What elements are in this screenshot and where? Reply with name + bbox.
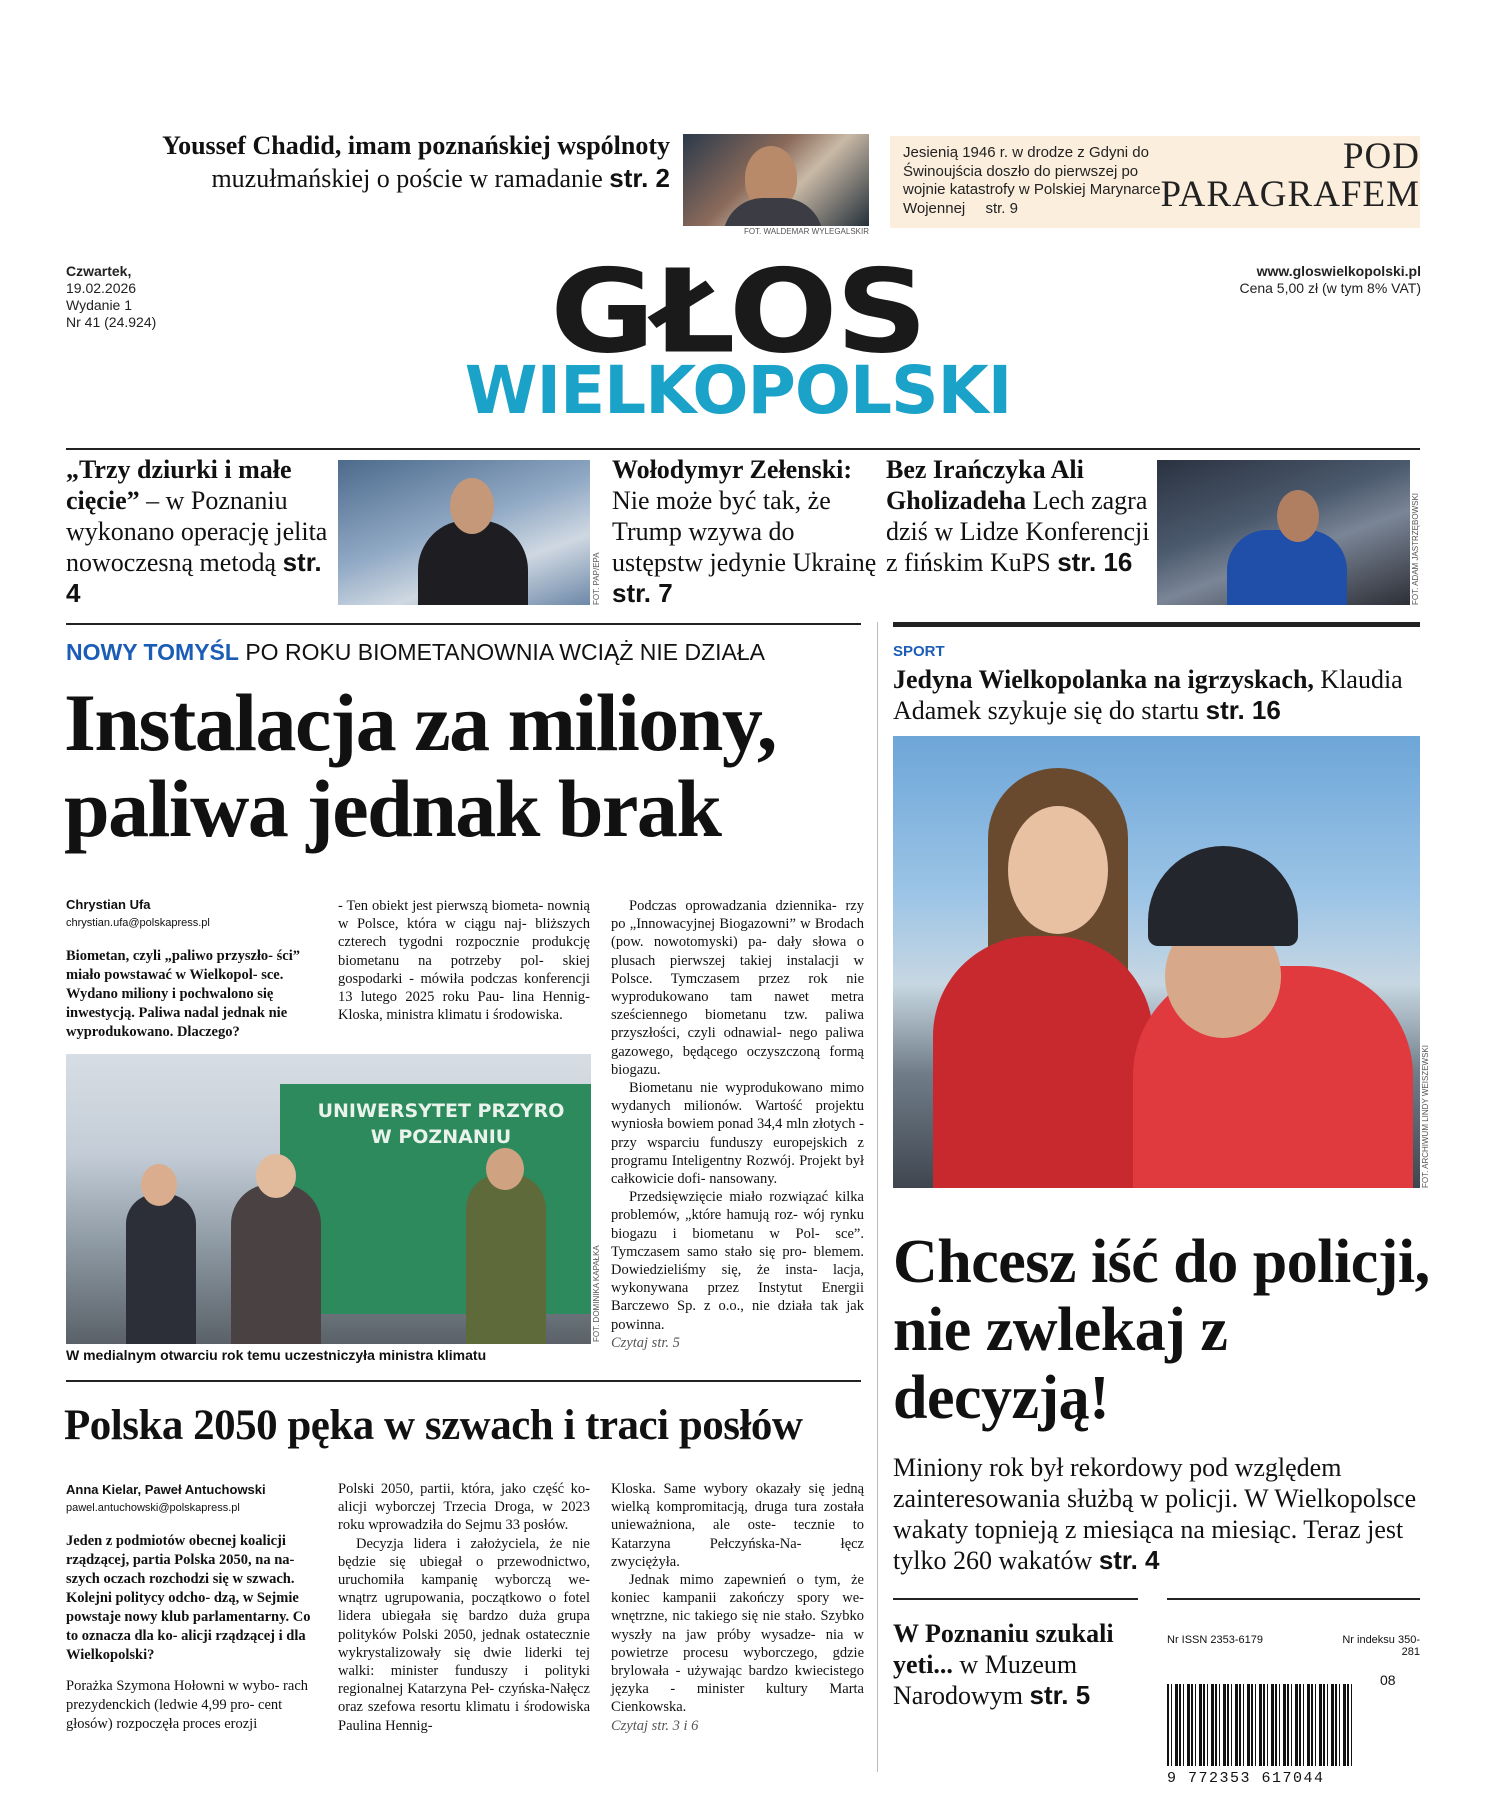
second-column-3: Kloska. Same wybory okazały się jedną wielką kompromitacją, druga tura została unieważniona, ale oste- tecznie to Katarzyna Pełczyńska-Na- łęcz zwyciężyła. Jednak mimo zapewnień o tym, że koniec kampanii zakończy spory we- wnętrzne, nic takiego się nie stało. Szybko wyszły na jaw próby wysadze- nia w powietrze procesu wyborczego, gdzie brylowała - używając bardzo kwiecistego języka - minister kultury Marta Cienkowska. Czytaj str. 3 i 6 — [611, 1481, 864, 1734]
main-author-email: chrystian.ufa@polskapress.pl — [66, 917, 210, 929]
edition-number: Wydanie 1 — [66, 297, 133, 313]
index-number: Nr indeksu 350-281 — [1342, 1634, 1420, 1658]
edition-day: Czwartek, — [66, 263, 132, 279]
imam-photo — [683, 134, 869, 226]
police-headline[interactable]: Chcesz iść do policji, nie zwlekaj z decyzją! — [893, 1228, 1430, 1432]
pod-paragrafem-page: str. 9 — [985, 199, 1018, 217]
second-authors: Anna Kielar, Paweł Antuchowski — [66, 1482, 266, 1497]
issn: Nr ISSN 2353-6179 — [1167, 1634, 1263, 1646]
website-link[interactable]: www.gloswielkopolski.pl — [1256, 263, 1421, 279]
issue-number: Nr 41 (24.924) — [66, 314, 157, 330]
top-teaser-headline: Youssef Chadid, imam poznańskiej wspólnoty — [162, 131, 670, 160]
issue-code: 08 — [1380, 1672, 1396, 1688]
edition-info — [66, 263, 156, 331]
second-byline — [66, 1480, 266, 1518]
yeti-teaser[interactable]: W Poznaniu szukali yeti... w Muzeum Narodowym str. 5 — [893, 1619, 1114, 1710]
kicker-text: PO ROKU BIOMETANOWNIA WCIĄŻ NIE DZIAŁA — [238, 639, 766, 665]
main-column-3: Podczas oprowadzania dziennika- rzy po „Innowacyjnej Biogazowni” w Brodach (pow. nowotomyski) pa- dały słowa o plusach pierwszej takiej instalacji w Polsce. Tymczasem przez rok nie wyprodukowano tam nawet metra sześciennego biometanu tzw. paliwa przyszłości, czyli odnawial- nego paliwa gazowego, będącego oczyszczoną formą biogazu. Biometanu nie wyprodukowano mimo wydanych milionów. Wartość projektu wyniosła bowiem ponad 34,4 mln złotych - przy wsparciu funduszy europejskich z programu Inteligentny Rozwój. Projekt był całkowicie dofi- nansowany. Przedsięwzięcie miało rozwiązać kilka problemów, „które hamują roz- wój rynku biogazu i biometanu w Pol- sce”. Tymczasem samo stało się pro- blemem. Dowiedzieliśmy się, że insta- lacja, wykonywana przez Instytut Energii Barczewo Sp. z o.o., nie działa tak jak powinna. Czytaj str. 5 — [611, 898, 864, 1351]
column-divider — [877, 622, 878, 1772]
university-photo-caption: W medialnym otwarciu rok temu uczestniczyła ministra klimatu — [66, 1347, 487, 1363]
adamek-photo — [893, 736, 1420, 1188]
university-photo-credit: FOT. DOMINIKA KAPAŁKA — [592, 1245, 601, 1342]
main-kicker — [66, 638, 765, 666]
logo-glos: GŁOS — [550, 245, 926, 380]
top-teaser[interactable] — [60, 130, 670, 195]
lech-player-photo — [1157, 460, 1410, 605]
imam-photo-credit: FOT. WALDEMAR WYLEGALSKIR — [743, 227, 869, 236]
top-teaser-text: muzułmańskiej o poście w ramadanie — [211, 164, 603, 193]
divider — [1167, 1598, 1420, 1600]
teaser-lech[interactable]: Bez Irańczyka Ali Gholizadeha Lech zagra dziś w Lidze Konferencji z fińskim KuPS str. 16 — [886, 455, 1150, 577]
divider — [893, 1598, 1138, 1600]
university-photo: UNIWERSYTET PRZYRO W POZNANIU — [66, 1054, 591, 1344]
teaser-zelensky[interactable]: Wołodymyr Zełenski: Nie może być tak, że Trump wzywa do ustępstw jedynie Ukrainę str. 7 — [612, 455, 877, 608]
edition-date: 19.02.2026 — [66, 280, 137, 296]
pod-paragrafem-text: Jesienią 1946 r. w drodze z Gdyni do Świnoujścia doszło do pierwszej po wojnie katastrofy w Polskiej Marynarce Wojennej str. 9 — [903, 144, 1161, 217]
second-column-1-text: Porażka Szymona Hołowni w wybo- rach prezydenckich (ledwie 4,99 pro- cent głosów) rozpoczęła proces erozji — [66, 1678, 309, 1732]
second-lead: Jeden z podmiotów obecnej koalicji rządzącej, partia Polska 2050, na na- szych oczach rozchodzi się w szwach. Kolejni politycy odcho- dzą, w Sejmie powstaje nowy klub parlamentarny. Co to oznacza dla ko- alicji rządzącej i dla Wielkopolski? Porażka Szymona Hołowni w wybo- rach prezydenckich (ledwie 4,99 pro- cent głosów) rozpoczęła proces erozji — [66, 1532, 321, 1734]
second-headline[interactable]: Polska 2050 pęka w szwach i traci posłów — [64, 1402, 803, 1449]
sport-teaser[interactable]: Jedyna Wielkopolanka na igrzyskach, Klaudia Adamek szykuje się do startu str. 16 — [893, 665, 1403, 725]
site-info — [1239, 263, 1421, 297]
main-author: Chrystian Ufa — [66, 897, 151, 912]
divider — [66, 1380, 861, 1382]
zelensky-photo — [338, 460, 590, 605]
teaser-surgery[interactable]: „Trzy dziurki i małe cięcie” – w Poznaniu wykonano operację jelita nowoczesną metodą str. 4 — [66, 455, 328, 608]
main-lead: Biometan, czyli „paliwo przyszło- ści” miało powstawać w Wielkopol- sce. Wydano miliony i pochwalono się inwestycją. Paliwa nadal jednak nie wyprodukowano. Dlaczego? — [66, 948, 300, 1040]
barcode-number: 9 772353 617044 — [1167, 1770, 1325, 1787]
logo-wielkopolski: WIELKOPOLSKI — [464, 352, 1012, 429]
adamek-photo-credit: FOT. ARCHIWUM LINDY WEISZEWSKI — [1421, 1045, 1430, 1188]
police-text: Miniony rok był rekordowy pod względem zainteresowania służbą w policji. W Wielkopolsce wakaty topnieją z miesiąca na miesiąc. Teraz jest tylko 260 wakatów str. 4 — [893, 1453, 1417, 1575]
second-continued: Czytaj str. 3 i 6 — [611, 1717, 699, 1734]
second-author-email: pawel.antuchowski@polskapress.pl — [66, 1502, 240, 1514]
price: Cena 5,00 zł (w tym 8% VAT) — [1239, 280, 1421, 296]
divider — [66, 623, 861, 625]
main-column-2: - Ten obiekt jest pierwszą biometa- nownią w Polsce, która w ciągu naj- bliższych czterech tygodni rozpocznie produkcję biometanu na potrzeby pol- skiej gospodarki - mówiła podczas konferencji 13 lutego 2025 roku Pau- lina Hennig-Kloska, ministra klimatu i środowiska. — [338, 898, 590, 1024]
sport-section-label: SPORT — [893, 643, 945, 660]
sport-divider — [893, 622, 1420, 627]
second-column-2: Polski 2050, partii, która, jako część ko- alicji wyborczej Trzecia Droga, w 2023 roku wprowadziła do Sejmu 33 posłów. Decyzja lidera i założyciela, że nie będzie się ubiegał o przewodnictwo, uruchomiła kampanię wyborczą we- wnątrz ugrupowania, początkowo o fotel lidera ubiegała się bardzo duża grupa polityków Polski 2050, jednak ostatecznie wykrystalizowały się dwie liderki tej walki: minister funduszy i polityki regionalnej Katarzyna Peł- czyńska-Nałęcz oraz szefowa resortu klimatu i środowiska Paulina Hennig- — [338, 1481, 590, 1734]
main-byline — [66, 895, 210, 933]
police-page: str. 4 — [1098, 1545, 1160, 1575]
divider — [66, 448, 1420, 450]
main-continued: Czytaj str. 5 — [611, 1334, 680, 1351]
pod-paragrafem-title: POD PARAGRAFEM — [1160, 136, 1420, 215]
lech-photo-credit: FOT. ADAM JASTRZĘBOWSKI — [1411, 492, 1420, 605]
kicker-place: NOWY TOMYŚL — [66, 639, 239, 665]
zelensky-photo-credit: FOT. PAP/EPA — [592, 552, 601, 605]
main-headline[interactable]: Instalacja za miliony, paliwa jednak brak — [64, 677, 776, 854]
top-teaser-page: str. 2 — [609, 163, 670, 193]
barcode — [1167, 1684, 1353, 1766]
